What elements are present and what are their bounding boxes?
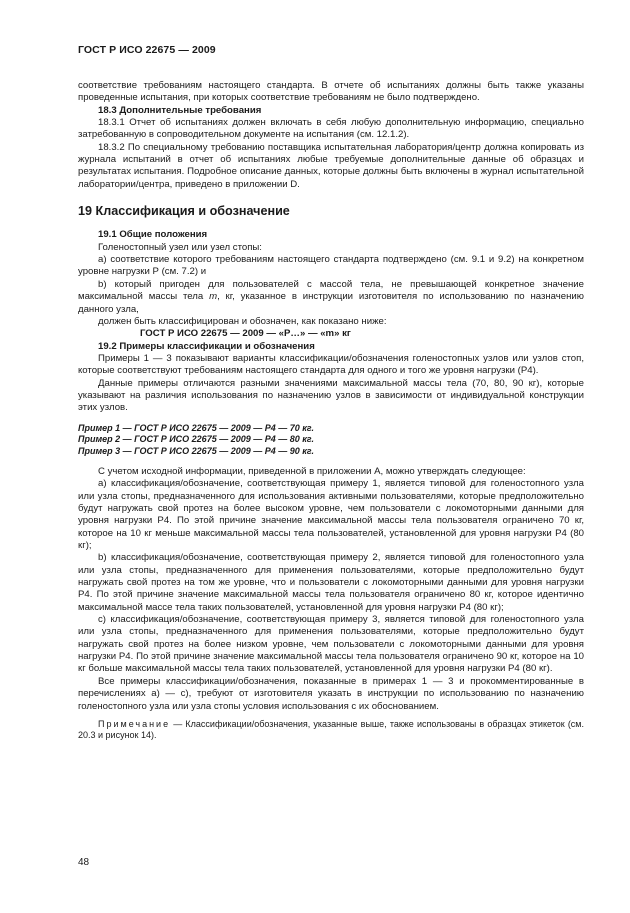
subsection-heading-19-1: 19.1 Общие положения (98, 229, 208, 241)
example-3: Пример 3 — ГОСТ Р ИСО 22675 — 2009 — Р4 — 90 кг. (78, 446, 314, 457)
clause-18-3-2: 18.3.2 По специальному требованию поставщика испытательная лаборатория/центр должна копировать из журнала испытаний в отчет об испытаниях любые требуемые дополнительные данные об образцах и результатах испытания. Подробное описание данных, которые должны быть включены в журнал испытательной лаборатории/центра, приведено в приложении D. (78, 141, 584, 190)
page-number: 48 (78, 857, 90, 868)
example-2: Пример 2 — ГОСТ Р ИСО 22675 — 2009 — Р4 — 80 кг. (78, 434, 314, 445)
note-text: — Классификации/обозначения, указанные выше, также использованы в образцах этикеток (см. 20.3 и рисунок 14). (78, 718, 584, 741)
section-heading-19: 19 Классификация и обозначение (78, 204, 290, 219)
clause-19-2-p2: Данные примеры отличаются разными значениями максимальной массы тела (70, 80, 90 кг), которые указывают на различия использования по назначению узлов в зависимости от индивидуальной конструкции этих узлов. (78, 377, 584, 414)
subsection-heading-18-3: 18.3 Дополнительные требования (98, 104, 262, 116)
enum-item-b: b) классификация/обозначение, соответствующая примеру 2, является типовой для голеностопного узла или узла стопы, предназначенного для применения пользователями, которые предположительно будут нагружать свой протез на том же уровне, что и пользователи с локомоторными данными для уровня нагрузки Р4. По этой причине значение максимальной массы тела пользователя ограничено 80 кг, которое идентично максимальной массе тела таких пользователей, установленной для уровня нагрузки Р4 (80 кг); (78, 552, 584, 613)
list-item-b-post: , кг, указанное в инструкции изготовителя по использованию по назначению данного узла, (78, 291, 584, 315)
mass-symbol: m (209, 291, 218, 303)
paragraph-continuation: соответствие требованиям настоящего стандарта. В отчете об испытаниях должны быть также указаны проведенные испытания, при которых соответствие требованиям не было подтверждено. (78, 80, 584, 104)
examples-block (78, 423, 584, 458)
clause-19-1-intro: Голеностопный узел или узел стопы: (98, 241, 262, 253)
clause-19-2-p1: Примеры 1 — 3 показывают варианты классификации/обозначения голеностопных узлов или узлов стоп, которые соответствуют требованиям настоящего стандарта для одного и того же уровня нагрузки (Р4). (78, 352, 584, 377)
page-body (78, 80, 584, 742)
running-header: ГОСТ Р ИСО 22675 — 2009 (78, 44, 216, 56)
designation-formula: ГОСТ Р ИСО 22675 — 2009 — «Р…» — «m» кг (140, 328, 351, 340)
enum-item-c: c) классификация/обозначение, соответствующая примеру 3, является типовой для голеностопного узла или узла стопы, предназначенного для применения пользователями, которые предположительно будут нагружать свой протез на более низком уровне, чем пользователи с локомоторными данными для уровня нагрузки Р4. По этой причине значение максимальной массы тела пользователя ограничено 90 кг, которое на 10 кг больше максимальной массы тела таких пользователей, установленной для уровня нагрузки Р4 (80 кг). (78, 614, 584, 675)
note (78, 719, 584, 742)
enum-item-a: a) классификация/обозначение, соответствующая примеру 1, является типовой для голеностопного узла или узла стопы, предназначенного для использования активными пользователями, которые предположительно будут нагружать свой протез на более высоком уровне, чем пользователи с локомоторными данными для уровня нагрузки Р4. По этой причине значение максимальной массы тела пользователя ограничено 70 кг, которое на 10 кг меньше максимальной массы тела пользователей, установленной для уровня нагрузки Р4 (80 кг); (78, 478, 584, 552)
clause-19-2-p4: Все примеры классификации/обозначения, показанные в примерах 1 — 3 и прокомментированные в перечислениях а) — с), требуют от изготовителя указать в инструкции по использованию по назначению голеностопного узла или узла стопы условия использования с их обоснованием. (78, 675, 584, 712)
example-1: Пример 1 — ГОСТ Р ИСО 22675 — 2009 — Р4 — 70 кг. (78, 422, 314, 433)
subsection-heading-19-2: 19.2 Примеры классификации и обозначения (98, 340, 315, 352)
list-item-b (78, 279, 584, 316)
list-item-b-pre: b) который пригоден для пользователей с массой тела, не превышающей конкретное значение максимальной массы тела (78, 278, 584, 303)
note-label: Примечание (98, 718, 171, 729)
list-item-a: a) соответствие которого требованиям настоящего стандарта подтверждено (см. 9.1 и 9.2) на конкретном уровне нагрузки Р (см. 7.2) и (78, 254, 584, 278)
clause-18-3-1: 18.3.1 Отчет об испытаниях должен включать в себя любую дополнительную информацию, специально затребованную в сопроводительном документе на испытания (см. 12.1.2). (78, 117, 584, 141)
clause-19-1-tail: должен быть классифицирован и обозначен, как показано ниже: (98, 315, 387, 327)
clause-19-2-p3: С учетом исходной информации, приведенной в приложении А, можно утверждать следующее: (98, 465, 526, 477)
